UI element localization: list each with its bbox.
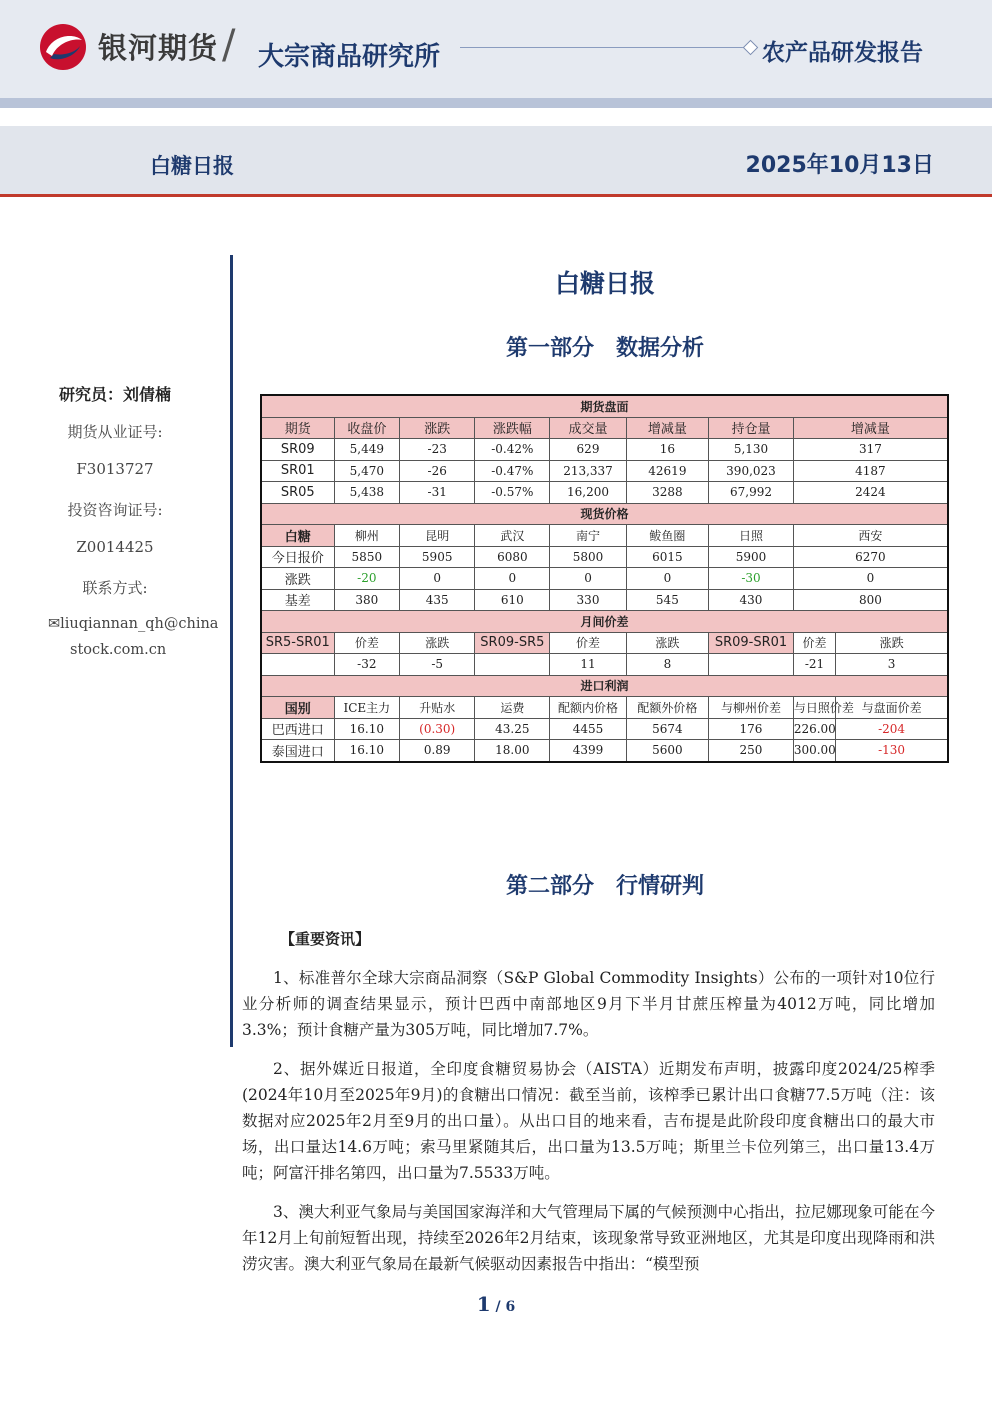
- import-cell: 0.89: [400, 740, 475, 762]
- futures-row-cell: 5,449: [334, 439, 400, 461]
- futures-header-row-cell: 增减量: [793, 417, 948, 439]
- futures-row-cell: 5,470: [334, 460, 400, 482]
- spot-row-cell: 5905: [400, 546, 475, 568]
- futures-row-cell: -31: [400, 482, 475, 504]
- email-address[interactable]: [48, 616, 224, 632]
- spread-value-cell: [709, 654, 794, 676]
- spread-value-cell: 11: [550, 654, 626, 676]
- futures-row-cell: 4187: [793, 460, 948, 482]
- futures-row-cell: -23: [400, 439, 475, 461]
- import-header-row: [261, 697, 948, 719]
- header-slash: /: [222, 22, 236, 68]
- import-row: [261, 740, 948, 762]
- band-title: 白糖日报: [150, 154, 234, 178]
- import-cell: 176: [709, 718, 794, 740]
- futures-cert: F3013727: [76, 460, 154, 478]
- news-paragraph-1: 1、标准普尔全球大宗商品洞察（S&P Global Commodity Insights）公布的一项针对10位行业分析师的调查结果显示，预计巴西中南部地区9月下半月甘蔗压榨量为4012万吨，同比增加3.3%；预计食糖产量为305万吨，同比增加7.7%。: [242, 969, 935, 1039]
- header-rule: [460, 47, 746, 48]
- spread-value-cell: 3: [836, 654, 948, 676]
- page-number: 1 / 6: [476, 1292, 516, 1316]
- researcher: 研究员：刘倩楠: [58, 385, 171, 404]
- futures-row-cell: -26: [400, 460, 475, 482]
- spot-row-cell: 基差: [261, 589, 334, 611]
- spot-header-row-cell: 鲅鱼圈: [626, 525, 709, 547]
- import-header-cell: 配额内价格: [550, 697, 626, 719]
- mail-icon: ✉: [48, 616, 61, 632]
- import-cell: 226.00: [793, 718, 835, 740]
- sidebar-divider: [230, 255, 233, 1047]
- import-header-cell: 国别: [261, 697, 334, 719]
- import-cell: (0.30): [400, 718, 475, 740]
- futures-row-cell: 5,130: [709, 439, 794, 461]
- spot-row-cell: -20: [334, 568, 400, 590]
- spot-row-cell: 0: [475, 568, 550, 590]
- diamond-icon: [743, 40, 759, 56]
- spread-section-header: [261, 611, 948, 633]
- spot-header-row-cell: 西安: [793, 525, 948, 547]
- spot-row-cell: 6015: [626, 546, 709, 568]
- spot-row-cell: 6270: [793, 546, 948, 568]
- import-cell: 4455: [550, 718, 626, 740]
- futures-row-cell: 5,438: [334, 482, 400, 504]
- spot-row-cell: 610: [475, 589, 550, 611]
- spread-value-cell: -21: [793, 654, 835, 676]
- futures-row-cell: -0.47%: [475, 460, 550, 482]
- futures-row-cell: 16: [626, 439, 709, 461]
- spot-row: [261, 546, 948, 568]
- futures-row-cell: 2424: [793, 482, 948, 504]
- spread-value-row: [261, 654, 948, 676]
- import-header-cell: 配额外价格: [626, 697, 709, 719]
- spot-header-row-cell: 日照: [709, 525, 794, 547]
- futures-header-row-cell: 持仓量: [709, 417, 794, 439]
- futures-row-cell: 629: [550, 439, 626, 461]
- futures-row-cell: -0.57%: [475, 482, 550, 504]
- futures-header-row-cell: 收盘价: [334, 417, 400, 439]
- futures-row-cell: -0.42%: [475, 439, 550, 461]
- futures-row-cell: SR09: [261, 439, 334, 461]
- futures-row: [261, 460, 948, 482]
- spread-header-cell: SR5-SR01: [261, 632, 334, 654]
- spot-row-cell: 5800: [550, 546, 626, 568]
- invest-cert-label: 投资咨询证号:: [67, 501, 163, 519]
- main-title: 白糖日报: [554, 269, 655, 298]
- spot-row-cell: 今日报价: [261, 546, 334, 568]
- spot-header-row-cell: 南宁: [550, 525, 626, 547]
- spot-row: [261, 568, 948, 590]
- spot-header-row-cell: 白糖: [261, 525, 334, 547]
- spot-header-row-cell: 柳州: [334, 525, 400, 547]
- spot-row-cell: 涨跌: [261, 568, 334, 590]
- spread-value-cell: 8: [626, 654, 709, 676]
- spot-row-cell: 430: [709, 589, 794, 611]
- spot-row-cell: 0: [400, 568, 475, 590]
- spread-header-cell: 涨跌: [400, 632, 475, 654]
- spot-header-row: [261, 525, 948, 547]
- import-cell: 巴西进口: [261, 718, 334, 740]
- data-table: [260, 394, 949, 763]
- import-header-cell: ICE主力: [334, 697, 400, 719]
- futures-row-cell: SR05: [261, 482, 334, 504]
- futures-row-cell: 42619: [626, 460, 709, 482]
- spot-row-cell: 6080: [475, 546, 550, 568]
- spread-header-cell: 价差: [334, 632, 400, 654]
- import-cell: -130: [836, 740, 948, 762]
- part-one-heading: 第一部分 数据分析: [505, 336, 704, 361]
- news-paragraph-3: 3、澳大利亚气象局与美国国家海洋和大气管理局下属的气候预测中心指出，拉尼娜现象可能在今年12月上旬前短暂出现，持续至2026年2月结束，该现象常导致亚洲地区，尤其是印度出现降雨和洪涝灾害。澳大利亚气象局在最新气候驱动因素报告中指出：“模型预: [242, 1203, 935, 1273]
- spot-section-header-label: 现货价格: [261, 503, 948, 525]
- email-line-2: stock.com.cn: [70, 642, 167, 658]
- import-cell: 16.10: [334, 740, 400, 762]
- futures-row-cell: 16,200: [550, 482, 626, 504]
- spot-row: [261, 589, 948, 611]
- band-red-line: [0, 194, 992, 197]
- spot-header-row-cell: 昆明: [400, 525, 475, 547]
- spot-row-cell: 0: [793, 568, 948, 590]
- futures-row: [261, 482, 948, 504]
- spot-row-cell: -30: [709, 568, 794, 590]
- futures-cert-label: 期货从业证号:: [67, 423, 163, 441]
- import-header-cell: 与日照价差: [793, 697, 835, 719]
- futures-row-cell: 213,337: [550, 460, 626, 482]
- spot-row-cell: 0: [626, 568, 709, 590]
- futures-header-row-cell: 涨跌幅: [475, 417, 550, 439]
- page-header: [0, 0, 992, 100]
- report-date: 2025年10月13日: [745, 153, 934, 178]
- news-heading: 【重要资讯】: [280, 930, 371, 948]
- import-header-cell: 与盘面价差: [836, 697, 948, 719]
- news-paragraph-2: 2、据外媒近日报道，全印度食糖贸易协会（AISTA）近期发布声明，披露印度2024/25榨季(2024年10月至2025年9月)的食糖出口情况：截至当前，该榨季已累计出口食糖77.5万吨（注：该数据对应2025年2月至9月的出口量）。从出口目的地来看，吉布提是此阶段印度食糖出口的最大市场，出口量达14.6万吨；索马里紧随其后，出口量为13.5万吨；斯里兰卡位列第三，出口量13.4万吨；阿富汗排名第四，出口量为7.5533万吨。: [242, 1060, 935, 1182]
- futures-row-cell: SR01: [261, 460, 334, 482]
- spot-row-cell: 800: [793, 589, 948, 611]
- spot-header-row-cell: 武汉: [475, 525, 550, 547]
- spot-row-cell: 435: [400, 589, 475, 611]
- futures-header-row-cell: 涨跌: [400, 417, 475, 439]
- futures-header-row: [261, 417, 948, 439]
- spread-value-cell: [261, 654, 334, 676]
- invest-cert: Z0014425: [76, 538, 154, 556]
- import-cell: 4399: [550, 740, 626, 762]
- import-cell: -204: [836, 718, 948, 740]
- futures-header-row-cell: 增减量: [626, 417, 709, 439]
- spread-header-row: [261, 632, 948, 654]
- spread-header-cell: 涨跌: [836, 632, 948, 654]
- import-section-header: [261, 675, 948, 697]
- institute-name: 大宗商品研究所: [258, 42, 441, 72]
- futures-header-row-cell: 成交量: [550, 417, 626, 439]
- import-cell: 18.00: [475, 740, 550, 762]
- import-cell: 16.10: [334, 718, 400, 740]
- spread-header-cell: SR09-SR5: [475, 632, 550, 654]
- futures-section-header-label: 期货盘面: [261, 395, 948, 417]
- spread-value-cell: -5: [400, 654, 475, 676]
- spot-row-cell: 380: [334, 589, 400, 611]
- spot-row-cell: 545: [626, 589, 709, 611]
- import-cell: 43.25: [475, 718, 550, 740]
- import-header-cell: 与柳州价差: [709, 697, 794, 719]
- email-line-1: liuqiannan_qh@china: [60, 616, 219, 632]
- contact-label: 联系方式:: [82, 579, 148, 597]
- spread-header-cell: 价差: [550, 632, 626, 654]
- futures-header-row-cell: 期货: [261, 417, 334, 439]
- header-stripe: [0, 98, 992, 108]
- import-cell: 300.00: [793, 740, 835, 762]
- spot-row-cell: 0: [550, 568, 626, 590]
- import-section-header-label: 进口利润: [261, 675, 948, 697]
- spread-value-cell: [475, 654, 550, 676]
- import-cell: 泰国进口: [261, 740, 334, 762]
- galaxy-logo-icon: [38, 22, 88, 72]
- part-two-heading: 第二部分 行情研判: [505, 874, 704, 899]
- report-type: 农产品研发报告: [762, 40, 923, 66]
- spot-row-cell: 5850: [334, 546, 400, 568]
- import-row: [261, 718, 948, 740]
- import-cell: 5674: [626, 718, 709, 740]
- futures-section-header: [261, 395, 948, 417]
- import-cell: 5600: [626, 740, 709, 762]
- brand-name: 银河期货: [98, 31, 219, 65]
- spot-row-cell: 5900: [709, 546, 794, 568]
- spread-header-cell: 涨跌: [626, 632, 709, 654]
- futures-row-cell: 317: [793, 439, 948, 461]
- spread-section-header-label: 月间价差: [261, 611, 948, 633]
- futures-row-cell: 67,992: [709, 482, 794, 504]
- futures-row-cell: 3288: [626, 482, 709, 504]
- spread-header-cell: 价差: [793, 632, 835, 654]
- spot-section-header: [261, 503, 948, 525]
- spot-row-cell: 330: [550, 589, 626, 611]
- futures-row-cell: 390,023: [709, 460, 794, 482]
- spread-header-cell: SR09-SR01: [709, 632, 794, 654]
- spread-value-cell: -32: [334, 654, 400, 676]
- futures-row: [261, 439, 948, 461]
- import-header-cell: 运费: [475, 697, 550, 719]
- import-cell: 250: [709, 740, 794, 762]
- import-header-cell: 升贴水: [400, 697, 475, 719]
